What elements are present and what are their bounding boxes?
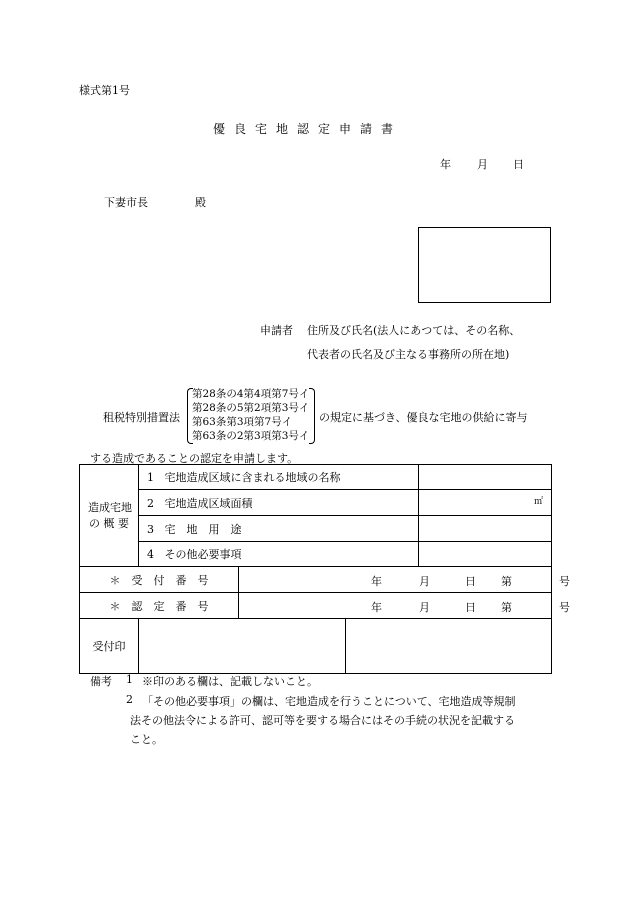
receipt-go: 号 [559,574,570,588]
law-articles-brace [187,388,315,444]
overview-label [80,465,139,567]
row-4-value[interactable] [419,542,552,567]
cert-day: 日 [465,600,476,614]
cert-year: 年 [371,600,382,614]
law-text-line-2: する造成であることの認定を申請します。 [90,452,299,465]
law-text-after: の規定に基づき、優良な宅地の供給に寄与 [319,411,528,424]
receipt-dai: 第 [501,574,512,588]
cert-number-value[interactable] [239,593,570,619]
receipt-month: 月 [419,574,430,588]
table-row [80,490,552,516]
table-row [80,516,552,542]
cert-go: 号 [559,600,570,614]
row-3-text: 宅 地 用 途 [164,522,242,536]
row-2-label [139,490,419,516]
row-3-value[interactable] [419,516,552,542]
applicant-line-2: 代表者の氏名及び主なる事務所の所在地) [307,348,510,361]
seal-box [418,227,551,303]
row-1-number: 1 [147,471,154,484]
law-article: 第63条の2第3項第3号イ [192,430,310,442]
overview-label-line-2: の 概 要 [89,516,129,530]
applicant-label: 申請者 [260,324,293,337]
form-number: 様式第1号 [79,84,130,97]
cert-number-label: ＊ 認 定 番 号 [80,593,239,619]
table-row [80,567,552,593]
table-row [80,542,552,567]
note-1-number: 1 [126,673,133,686]
table-row [80,465,552,490]
row-4-number: 4 [147,548,154,561]
row-3-number: 3 [147,522,154,536]
note-2-line-1: 「その他必要事項」の欄は、宅地造成を行うことについて、宅地造成等規制 [142,695,516,708]
note-2-number: 2 [126,693,133,706]
date-month: 月 [477,158,488,171]
receipt-number-value[interactable] [239,567,570,593]
row-1-label [139,465,419,490]
addressee-office: 下妻市長 [104,196,148,209]
row-2-number: 2 [147,496,154,510]
receipt-day: 日 [465,574,476,588]
law-name: 租税特別措置法 [103,411,180,424]
cert-dai: 第 [501,600,512,614]
brace-right [309,388,315,444]
receipt-year: 年 [371,574,382,588]
row-4-label [139,542,419,567]
law-article: 第63条第3項第7号イ [192,416,293,428]
overview-label-line-1: 造成宅地 [88,500,132,514]
table-row [80,593,552,619]
note-2-line-2: 法その他法令による許可、認可等を要する場合にはその手続の状況を記載する [130,714,515,727]
cert-month: 月 [419,600,430,614]
row-2-text: 宅地造成区域面積 [164,496,253,510]
applicant-line-1: 住所及び氏名(法人にあつては、その名称、 [307,324,521,337]
receipt-stamp-area-2[interactable] [346,619,552,674]
application-table [79,464,570,674]
date-day: 日 [513,158,524,171]
law-article: 第28条の4第4項第7号イ [192,388,310,400]
row-3-label [139,516,419,542]
row-1-value[interactable] [419,465,552,490]
page-title: 優良宅地認定申請書 [213,122,403,136]
receipt-stamp-area-1[interactable] [139,619,346,674]
row-4-text: その他必要事項 [164,548,242,561]
note-2-line-3: こと。 [130,733,163,746]
row-2-value[interactable]: ㎡ [419,490,552,516]
row-1-text: 宅地造成区域に含まれる地域の名称 [164,471,341,484]
note-1: ※印のある欄は、記載しないこと。 [142,675,318,688]
receipt-stamp-label: 受付印 [80,619,139,674]
addressee-honorific: 殿 [195,196,206,209]
notes-heading: 備考 [90,675,112,688]
receipt-number-label: ＊ 受 付 番 号 [80,567,239,593]
date-year: 年 [440,158,451,171]
law-article: 第28条の5第2項第3号イ [192,402,310,414]
table-row [80,619,552,674]
